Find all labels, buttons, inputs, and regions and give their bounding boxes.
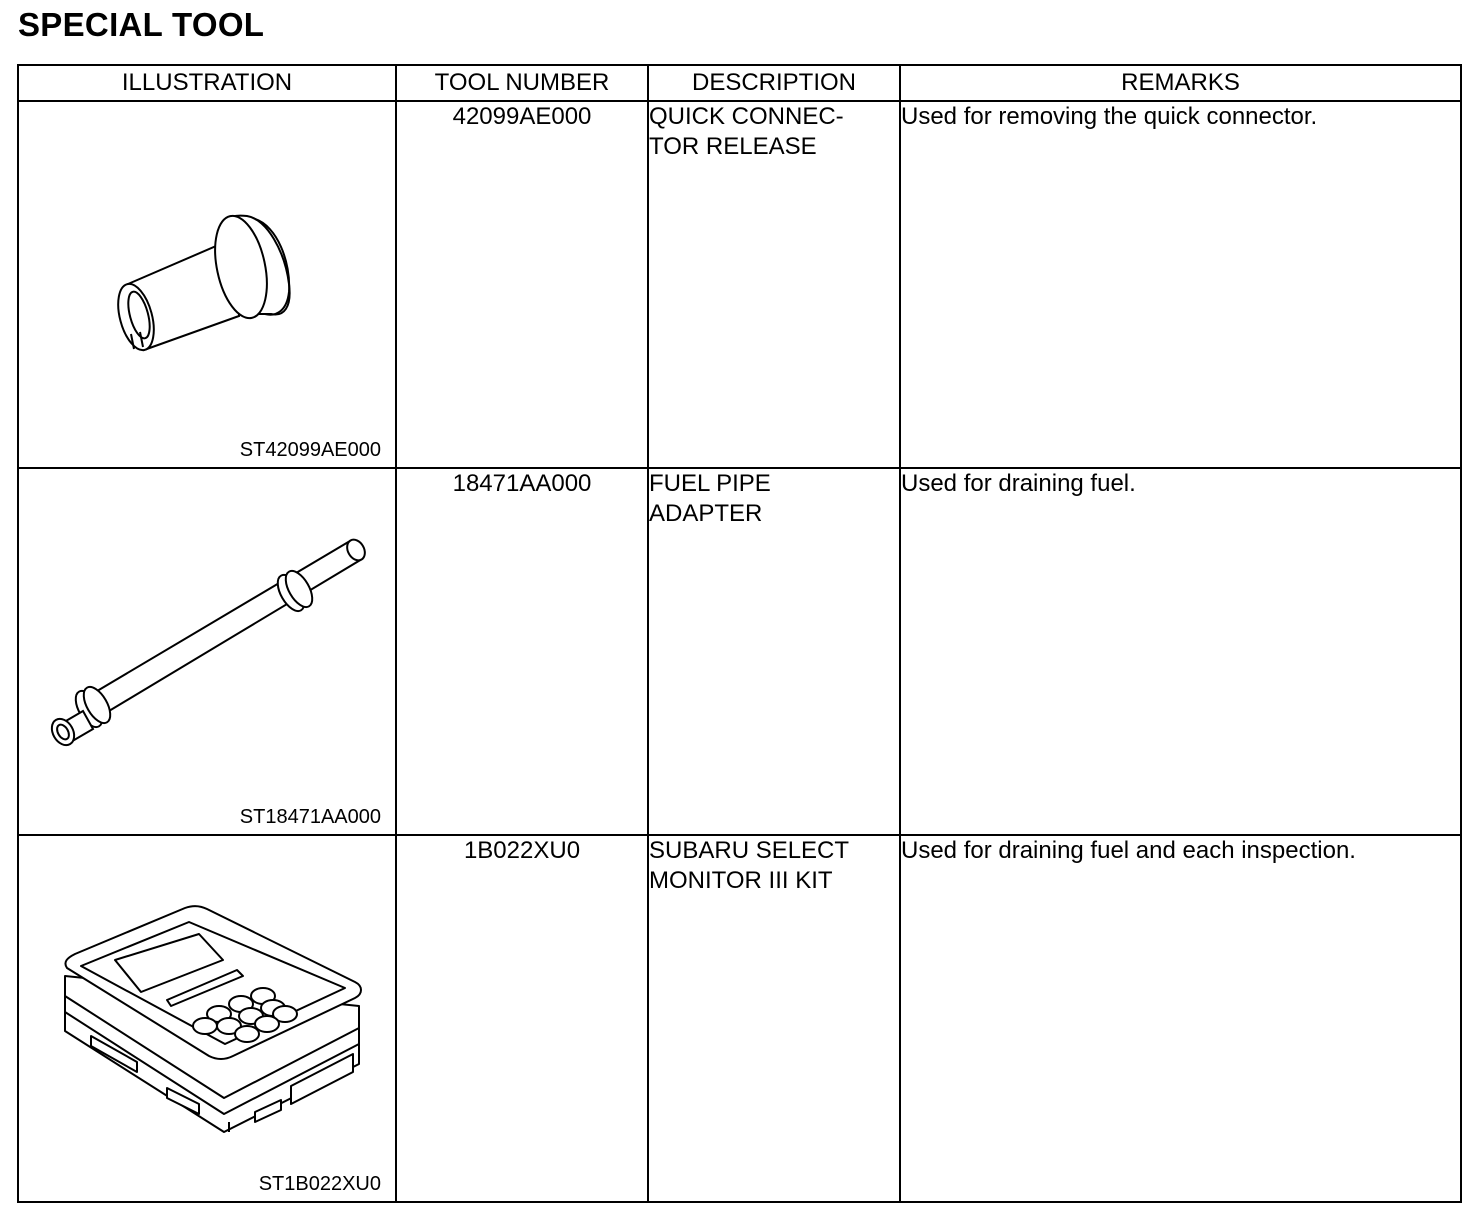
header-remarks: REMARKS bbox=[900, 65, 1461, 101]
table-row bbox=[18, 101, 1461, 468]
illustration-cell bbox=[18, 468, 396, 835]
description-cell bbox=[648, 101, 900, 468]
special-tool-table bbox=[17, 64, 1462, 1203]
description-cell bbox=[648, 835, 900, 1202]
description-cell bbox=[648, 468, 900, 835]
tool-number-cell: 18471AA000 bbox=[396, 468, 648, 835]
description-line: MONITOR III KIT bbox=[649, 867, 833, 894]
description-line: TOR RELEASE bbox=[649, 133, 817, 160]
description-line: ADAPTER bbox=[649, 500, 763, 527]
remarks-cell: Used for draining fuel. bbox=[900, 468, 1461, 835]
description-line: SUBARU SELECT bbox=[649, 837, 850, 864]
description-line: QUICK CONNEC- bbox=[649, 103, 844, 130]
table-row bbox=[18, 835, 1461, 1202]
illustration-cell bbox=[18, 835, 396, 1202]
header-illustration: ILLUSTRATION bbox=[18, 65, 396, 101]
select-monitor-kit-icon bbox=[19, 836, 395, 1201]
page-title: SPECIAL TOOL bbox=[18, 6, 265, 43]
table-row bbox=[18, 468, 1461, 835]
description-line: FUEL PIPE bbox=[649, 470, 771, 497]
remarks-cell: Used for removing the quick connector. bbox=[900, 101, 1461, 468]
quick-connector-release-icon bbox=[19, 102, 395, 467]
table-header-row bbox=[18, 65, 1461, 101]
tool-number-cell: 42099AE000 bbox=[396, 101, 648, 468]
illustration-code: ST42099AE000 bbox=[239, 439, 381, 461]
illustration-code: ST1B022XU0 bbox=[258, 1173, 381, 1195]
fuel-pipe-adapter-icon bbox=[19, 469, 395, 834]
header-tool-number: TOOL NUMBER bbox=[396, 65, 648, 101]
illustration-cell bbox=[18, 101, 396, 468]
tool-number-cell: 1B022XU0 bbox=[396, 835, 648, 1202]
header-description: DESCRIPTION bbox=[648, 65, 900, 101]
illustration-code: ST18471AA000 bbox=[239, 806, 381, 828]
remarks-cell: Used for draining fuel and each inspection. bbox=[900, 835, 1461, 1202]
